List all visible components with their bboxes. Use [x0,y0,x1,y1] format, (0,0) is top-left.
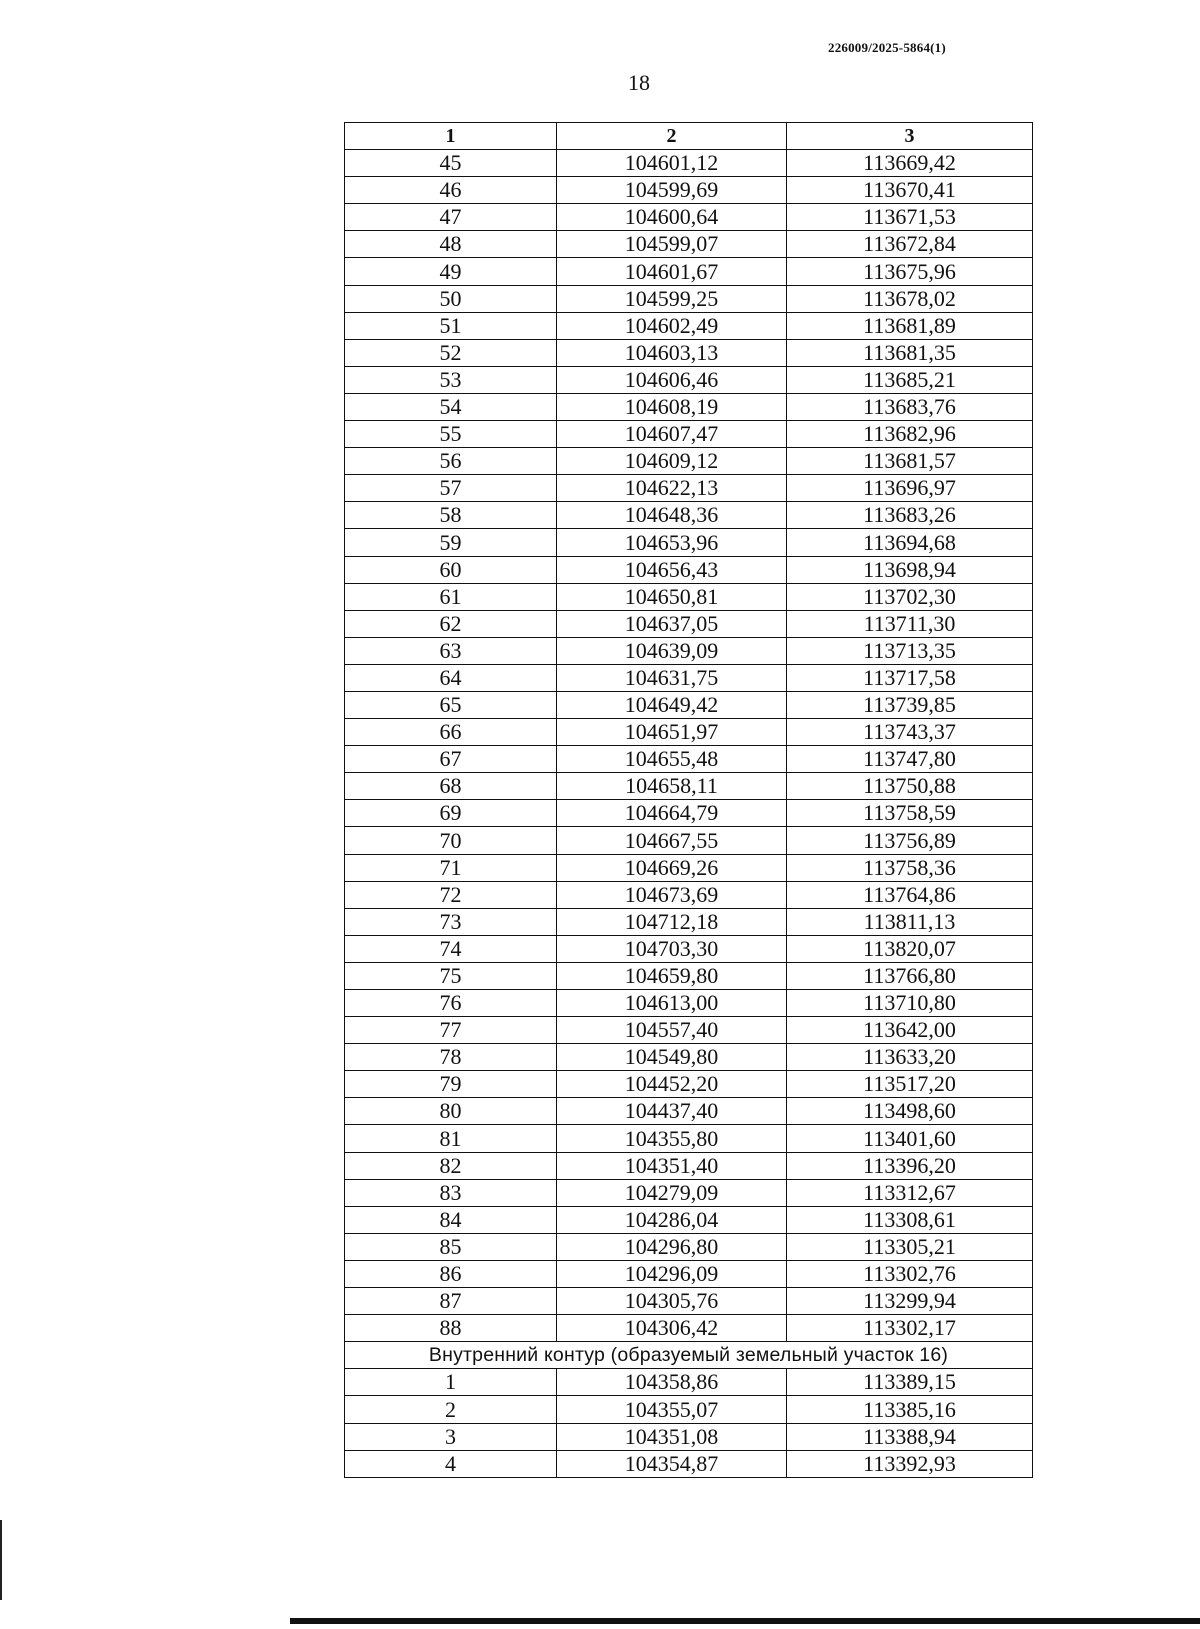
point-number-cell: 51 [345,312,557,339]
column-header-2: 2 [557,123,787,150]
y-coordinate-cell: 113756,89 [787,827,1033,854]
x-coordinate-cell: 104306,42 [557,1315,787,1342]
y-coordinate-cell: 113681,89 [787,312,1033,339]
x-coordinate-cell: 104659,80 [557,962,787,989]
column-header-3: 3 [787,123,1033,150]
table-row [345,827,1033,854]
x-coordinate-cell: 104602,49 [557,312,787,339]
table-row [345,1233,1033,1260]
point-number-cell: 46 [345,177,557,204]
table-row [345,448,1033,475]
x-coordinate-cell: 104613,00 [557,990,787,1017]
scan-bottom-bar [290,1618,1200,1624]
y-coordinate-cell: 113710,80 [787,990,1033,1017]
y-coordinate-cell: 113389,15 [787,1369,1033,1396]
table-row [345,312,1033,339]
table-row [345,583,1033,610]
page-number: 18 [628,70,650,95]
point-number-cell: 74 [345,935,557,962]
section-header-row [345,1342,1033,1369]
x-coordinate-cell: 104648,36 [557,502,787,529]
point-number-cell: 69 [345,800,557,827]
x-coordinate-cell: 104601,12 [557,150,787,177]
table-row [345,421,1033,448]
point-number-cell: 86 [345,1260,557,1287]
y-coordinate-cell: 113302,76 [787,1260,1033,1287]
x-coordinate-cell: 104609,12 [557,448,787,475]
x-coordinate-cell: 104358,86 [557,1369,787,1396]
x-coordinate-cell: 104650,81 [557,583,787,610]
table-row [345,1179,1033,1206]
point-number-cell: 58 [345,502,557,529]
x-coordinate-cell: 104279,09 [557,1179,787,1206]
table-row [345,475,1033,502]
point-number-cell: 48 [345,231,557,258]
x-coordinate-cell: 104603,13 [557,339,787,366]
point-number-cell: 47 [345,204,557,231]
x-coordinate-cell: 104631,75 [557,664,787,691]
x-coordinate-cell: 104601,67 [557,258,787,285]
y-coordinate-cell: 113675,96 [787,258,1033,285]
point-number-cell: 60 [345,556,557,583]
y-coordinate-cell: 113642,00 [787,1017,1033,1044]
point-number-cell: 78 [345,1044,557,1071]
table-row [345,637,1033,664]
y-coordinate-cell: 113498,60 [787,1098,1033,1125]
y-coordinate-cell: 113764,86 [787,881,1033,908]
x-coordinate-cell: 104667,55 [557,827,787,854]
point-number-cell: 45 [345,150,557,177]
x-coordinate-cell: 104606,46 [557,366,787,393]
x-coordinate-cell: 104599,07 [557,231,787,258]
point-number-cell: 72 [345,881,557,908]
point-number-cell: 62 [345,610,557,637]
table-row [345,1098,1033,1125]
point-number-cell: 87 [345,1288,557,1315]
table-row [345,258,1033,285]
table-row [345,962,1033,989]
table-row [345,800,1033,827]
x-coordinate-cell: 104658,11 [557,773,787,800]
x-coordinate-cell: 104664,79 [557,800,787,827]
point-number-cell: 79 [345,1071,557,1098]
table-row [345,854,1033,881]
x-coordinate-cell: 104296,80 [557,1233,787,1260]
table-row [345,935,1033,962]
point-number-cell: 3 [345,1423,557,1450]
point-number-cell: 70 [345,827,557,854]
coordinates-table [344,122,1033,1478]
point-number-cell: 59 [345,529,557,556]
table-row [345,1044,1033,1071]
table-row [345,556,1033,583]
y-coordinate-cell: 113694,68 [787,529,1033,556]
point-number-cell: 71 [345,854,557,881]
point-number-cell: 84 [345,1206,557,1233]
section-body [345,1369,1033,1477]
table-row [345,610,1033,637]
x-coordinate-cell: 104649,42 [557,691,787,718]
table-row [345,1125,1033,1152]
point-number-cell: 82 [345,1152,557,1179]
y-coordinate-cell: 113696,97 [787,475,1033,502]
point-number-cell: 4 [345,1450,557,1477]
y-coordinate-cell: 113671,53 [787,204,1033,231]
table-body [345,150,1033,1342]
x-coordinate-cell: 104452,20 [557,1071,787,1098]
y-coordinate-cell: 113305,21 [787,1233,1033,1260]
table-row [345,1315,1033,1342]
y-coordinate-cell: 113717,58 [787,664,1033,691]
table-row [345,502,1033,529]
x-coordinate-cell: 104599,25 [557,285,787,312]
table-row [345,1206,1033,1233]
y-coordinate-cell: 113685,21 [787,366,1033,393]
x-coordinate-cell: 104651,97 [557,719,787,746]
table-row [345,231,1033,258]
x-coordinate-cell: 104622,13 [557,475,787,502]
table-row [345,1152,1033,1179]
table-header-row [345,123,1033,150]
x-coordinate-cell: 104655,48 [557,746,787,773]
y-coordinate-cell: 113811,13 [787,908,1033,935]
point-number-cell: 56 [345,448,557,475]
y-coordinate-cell: 113669,42 [787,150,1033,177]
table-row [345,719,1033,746]
x-coordinate-cell: 104653,96 [557,529,787,556]
section-title: Внутренний контур (образуемый земельный участок 16) [345,1342,1033,1369]
x-coordinate-cell: 104296,09 [557,1260,787,1287]
table-row [345,1396,1033,1423]
table-row [345,1017,1033,1044]
point-number-cell: 53 [345,366,557,393]
point-number-cell: 77 [345,1017,557,1044]
y-coordinate-cell: 113401,60 [787,1125,1033,1152]
y-coordinate-cell: 113392,93 [787,1450,1033,1477]
y-coordinate-cell: 113682,96 [787,421,1033,448]
y-coordinate-cell: 113299,94 [787,1288,1033,1315]
x-coordinate-cell: 104669,26 [557,854,787,881]
point-number-cell: 80 [345,1098,557,1125]
point-number-cell: 68 [345,773,557,800]
point-number-cell: 75 [345,962,557,989]
y-coordinate-cell: 113820,07 [787,935,1033,962]
y-coordinate-cell: 113702,30 [787,583,1033,610]
y-coordinate-cell: 113743,37 [787,719,1033,746]
point-number-cell: 49 [345,258,557,285]
table-row [345,204,1033,231]
y-coordinate-cell: 113758,59 [787,800,1033,827]
x-coordinate-cell: 104305,76 [557,1288,787,1315]
table-row [345,529,1033,556]
y-coordinate-cell: 113713,35 [787,637,1033,664]
table-row [345,746,1033,773]
point-number-cell: 1 [345,1369,557,1396]
y-coordinate-cell: 113396,20 [787,1152,1033,1179]
y-coordinate-cell: 113678,02 [787,285,1033,312]
x-coordinate-cell: 104437,40 [557,1098,787,1125]
point-number-cell: 81 [345,1125,557,1152]
table-row [345,1288,1033,1315]
y-coordinate-cell: 113388,94 [787,1423,1033,1450]
table-row [345,881,1033,908]
x-coordinate-cell: 104608,19 [557,393,787,420]
x-coordinate-cell: 104351,08 [557,1423,787,1450]
x-coordinate-cell: 104557,40 [557,1017,787,1044]
y-coordinate-cell: 113681,35 [787,339,1033,366]
y-coordinate-cell: 113766,80 [787,962,1033,989]
y-coordinate-cell: 113517,20 [787,1071,1033,1098]
column-header-1: 1 [345,123,557,150]
point-number-cell: 83 [345,1179,557,1206]
table-row [345,990,1033,1017]
table-row [345,366,1033,393]
x-coordinate-cell: 104639,09 [557,637,787,664]
y-coordinate-cell: 113302,17 [787,1315,1033,1342]
x-coordinate-cell: 104354,87 [557,1450,787,1477]
y-coordinate-cell: 113308,61 [787,1206,1033,1233]
x-coordinate-cell: 104637,05 [557,610,787,637]
point-number-cell: 85 [345,1233,557,1260]
point-number-cell: 64 [345,664,557,691]
table-row [345,339,1033,366]
table-row [345,1450,1033,1477]
inner-contour-section [345,1342,1033,1369]
point-number-cell: 55 [345,421,557,448]
point-number-cell: 76 [345,990,557,1017]
y-coordinate-cell: 113683,26 [787,502,1033,529]
x-coordinate-cell: 104607,47 [557,421,787,448]
table-row [345,773,1033,800]
x-coordinate-cell: 104599,69 [557,177,787,204]
point-number-cell: 67 [345,746,557,773]
table-row [345,908,1033,935]
y-coordinate-cell: 113670,41 [787,177,1033,204]
point-number-cell: 63 [345,637,557,664]
y-coordinate-cell: 113633,20 [787,1044,1033,1071]
point-number-cell: 65 [345,691,557,718]
table-row [345,1071,1033,1098]
point-number-cell: 88 [345,1315,557,1342]
document-id: 226009/2025-5864(1) [828,40,946,55]
y-coordinate-cell: 113750,88 [787,773,1033,800]
point-number-cell: 54 [345,393,557,420]
point-number-cell: 57 [345,475,557,502]
y-coordinate-cell: 113672,84 [787,231,1033,258]
scan-edge-mark [0,1520,2,1600]
x-coordinate-cell: 104673,69 [557,881,787,908]
table-row [345,1423,1033,1450]
y-coordinate-cell: 113698,94 [787,556,1033,583]
point-number-cell: 52 [345,339,557,366]
table-row [345,664,1033,691]
y-coordinate-cell: 113683,76 [787,393,1033,420]
y-coordinate-cell: 113711,30 [787,610,1033,637]
table-row [345,393,1033,420]
y-coordinate-cell: 113747,80 [787,746,1033,773]
point-number-cell: 2 [345,1396,557,1423]
y-coordinate-cell: 113385,16 [787,1396,1033,1423]
x-coordinate-cell: 104656,43 [557,556,787,583]
table-row [345,150,1033,177]
table-row [345,1260,1033,1287]
x-coordinate-cell: 104355,07 [557,1396,787,1423]
y-coordinate-cell: 113739,85 [787,691,1033,718]
point-number-cell: 50 [345,285,557,312]
y-coordinate-cell: 113758,36 [787,854,1033,881]
y-coordinate-cell: 113681,57 [787,448,1033,475]
table-row [345,285,1033,312]
point-number-cell: 66 [345,719,557,746]
table-row [345,691,1033,718]
table-row [345,1369,1033,1396]
x-coordinate-cell: 104355,80 [557,1125,787,1152]
y-coordinate-cell: 113312,67 [787,1179,1033,1206]
x-coordinate-cell: 104286,04 [557,1206,787,1233]
x-coordinate-cell: 104712,18 [557,908,787,935]
x-coordinate-cell: 104351,40 [557,1152,787,1179]
x-coordinate-cell: 104549,80 [557,1044,787,1071]
table-row [345,177,1033,204]
point-number-cell: 61 [345,583,557,610]
point-number-cell: 73 [345,908,557,935]
x-coordinate-cell: 104600,64 [557,204,787,231]
x-coordinate-cell: 104703,30 [557,935,787,962]
